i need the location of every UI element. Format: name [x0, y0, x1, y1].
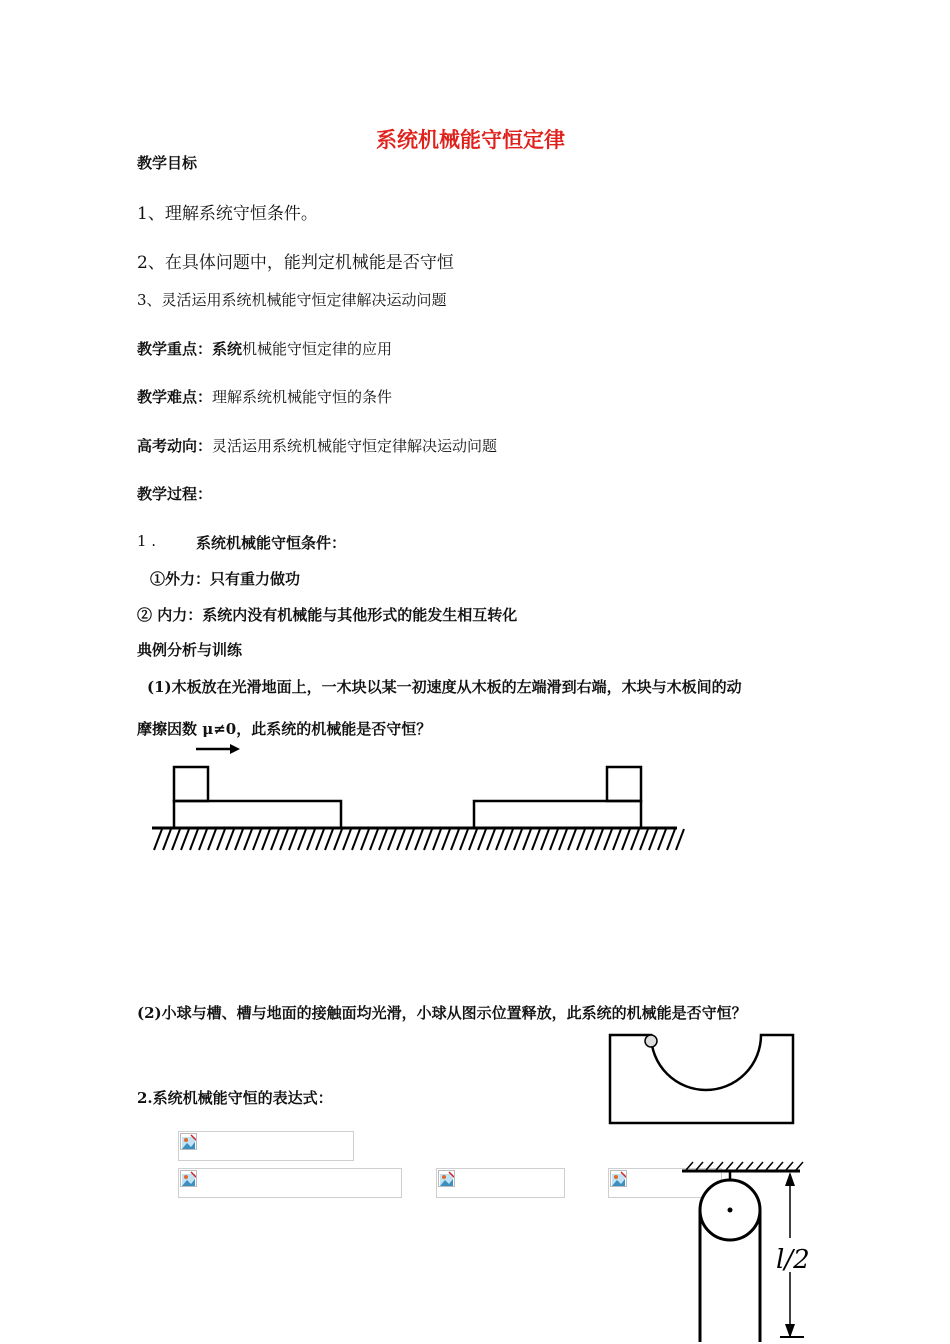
board-right — [474, 801, 641, 828]
ground-hatch-line — [280, 829, 288, 850]
image-placeholder-3 — [436, 1168, 565, 1198]
ground-hatch-line — [613, 829, 621, 850]
ceiling-hatch-line — [726, 1162, 733, 1170]
ground-hatch-line — [388, 829, 396, 850]
ground-hatch-line — [622, 829, 630, 850]
ground-hatch-line — [172, 829, 180, 850]
objectives-heading: 教学目标 — [137, 154, 198, 172]
block-right — [607, 767, 641, 801]
ground-hatch-line — [208, 829, 216, 850]
example1-line1: (1)木板放在光滑地面上，一木块以某一初速度从木板的左端滑到右端，木块与木板间的动 — [147, 678, 742, 696]
ground-hatch-line — [397, 829, 405, 850]
ground-hatch-line — [631, 829, 639, 850]
board-left — [174, 801, 341, 828]
ground-hatch-line — [676, 829, 684, 850]
exam-trend — [137, 435, 497, 456]
ground-hatch-line — [181, 829, 189, 850]
ground-hatch-line — [559, 829, 567, 850]
ground-hatch-line — [514, 829, 522, 850]
ground-hatch-line — [370, 829, 378, 850]
ground-hatch-line — [658, 829, 666, 850]
ground-hatch-line — [190, 829, 198, 850]
key-point-text: 机械能守恒定律的应用 — [242, 340, 393, 358]
groove-body — [610, 1035, 793, 1123]
image-placeholder-1 — [178, 1131, 354, 1161]
ground-hatch-line — [496, 829, 504, 850]
ground-hatch-line — [667, 829, 675, 850]
ceiling-hatch-line — [786, 1162, 793, 1170]
ground-hatch-line — [487, 829, 495, 850]
ground-hatch-line — [316, 829, 324, 850]
ground-hatch-line — [226, 829, 234, 850]
pulley-axle — [728, 1208, 733, 1213]
ceiling-hatch-line — [766, 1162, 773, 1170]
broken-image-icon — [438, 1170, 455, 1187]
ground-hatch-line — [325, 829, 333, 850]
section1-external: ①外力：只有重力做功 — [150, 570, 301, 588]
section1-internal: ② 内力：系统内没有机械能与其他形式的能发生相互转化 — [137, 606, 518, 624]
ground-hatch-line — [406, 829, 414, 850]
ground-hatch-line — [541, 829, 549, 850]
ground-hatch-line — [595, 829, 603, 850]
document-title: 系统机械能守恒定律 — [376, 127, 565, 152]
block-left — [174, 767, 208, 801]
ground-hatch-line — [361, 829, 369, 850]
ceiling-hatch-line — [696, 1162, 703, 1170]
ground-hatch-line — [271, 829, 279, 850]
ground-hatch-line — [343, 829, 351, 850]
small-ball — [645, 1035, 657, 1047]
ground-hatch-line — [523, 829, 531, 850]
broken-image-icon — [610, 1170, 627, 1187]
difficulty-text: 理解系统机械能守恒的条件 — [212, 388, 393, 406]
ground-hatch-line — [298, 829, 306, 850]
exam-trend-text: 灵活运用系统机械能守恒定律解决运动问题 — [212, 437, 498, 455]
ground-hatch-line — [460, 829, 468, 850]
difficulty-label: 教学难点： — [137, 388, 213, 406]
ground-hatch-line — [640, 829, 648, 850]
ceiling-hatch-line — [716, 1162, 723, 1170]
ground-hatch-line — [253, 829, 261, 850]
ground-hatch-line — [244, 829, 252, 850]
key-point-label: 教学重点： — [137, 340, 213, 358]
example1-line2: 摩擦因数 μ≠0，此系统的机械能是否守恒？ — [137, 720, 432, 738]
ground-hatch-line — [199, 829, 207, 850]
ground-hatch-line — [415, 829, 423, 850]
ceiling-hatch-line — [776, 1162, 783, 1170]
ground-hatch-line — [478, 829, 486, 850]
difficulty — [137, 386, 392, 407]
ground-hatch-line — [262, 829, 270, 850]
image-placeholder-2 — [178, 1168, 402, 1198]
ground-hatch-line — [451, 829, 459, 850]
board-block-diagram — [140, 740, 680, 855]
ground-hatch-line — [604, 829, 612, 850]
ceiling-hatch-line — [796, 1162, 803, 1170]
pulley-diagram — [680, 1160, 810, 1342]
ceiling-hatch-line — [736, 1162, 743, 1170]
example2-text: (2)小球与槽、槽与地面的接触面均光滑，小球从图示位置释放，此系统的机械能是否守恒？ — [137, 1004, 747, 1022]
ground-hatch-line — [352, 829, 360, 850]
objective-1: 1、理解系统守恒条件。 — [137, 204, 318, 224]
ceiling-hatch-line — [706, 1162, 713, 1170]
ceiling-hatch-line — [756, 1162, 763, 1170]
ground-hatch-line — [442, 829, 450, 850]
ground-hatch-line — [163, 829, 171, 850]
ceiling — [682, 1162, 803, 1171]
ground-hatch-line — [379, 829, 387, 850]
ground-hatch-line — [307, 829, 315, 850]
key-point-bold: 系统 — [212, 340, 243, 358]
ground-hatch-line — [577, 829, 585, 850]
ground-hatch-line — [154, 829, 162, 850]
ground-hatch-line — [433, 829, 441, 850]
section1-heading: 系统机械能守恒条件： — [196, 534, 347, 552]
ground-hatch-line — [505, 829, 513, 850]
ceiling-hatch-line — [746, 1162, 753, 1170]
ceiling-hatch-line — [686, 1162, 693, 1170]
pulley-length-label: l/2 — [776, 1245, 810, 1275]
ground-hatch-line — [289, 829, 297, 850]
ground-hatch-line — [649, 829, 657, 850]
ground-hatch-line — [568, 829, 576, 850]
key-point — [137, 338, 392, 359]
ground-hatch-line — [469, 829, 477, 850]
objective-2: 2、在具体问题中，能判定机械能是否守恒 — [137, 253, 454, 273]
broken-image-icon — [180, 1170, 197, 1187]
velocity-arrow — [196, 744, 240, 754]
ground-hatch-line — [334, 829, 342, 850]
ground-hatch-line — [235, 829, 243, 850]
ground — [152, 828, 684, 850]
exam-trend-label: 高考动向： — [137, 437, 213, 455]
section2-heading: 2.系统机械能守恒的表达式： — [137, 1089, 333, 1107]
ground-hatch-line — [586, 829, 594, 850]
broken-image-icon — [180, 1133, 197, 1150]
groove-diagram — [608, 1033, 798, 1128]
ground-hatch-line — [532, 829, 540, 850]
ground-hatch-line — [217, 829, 225, 850]
examples-heading: 典例分析与训练 — [137, 641, 243, 659]
ground-hatch-line — [424, 829, 432, 850]
objective-3: 3、灵活运用系统机械能守恒定律解决运动问题 — [137, 291, 447, 309]
process-heading: 教学过程： — [137, 485, 213, 503]
section1-number: 1 . — [137, 532, 157, 550]
ground-hatch-line — [550, 829, 558, 850]
